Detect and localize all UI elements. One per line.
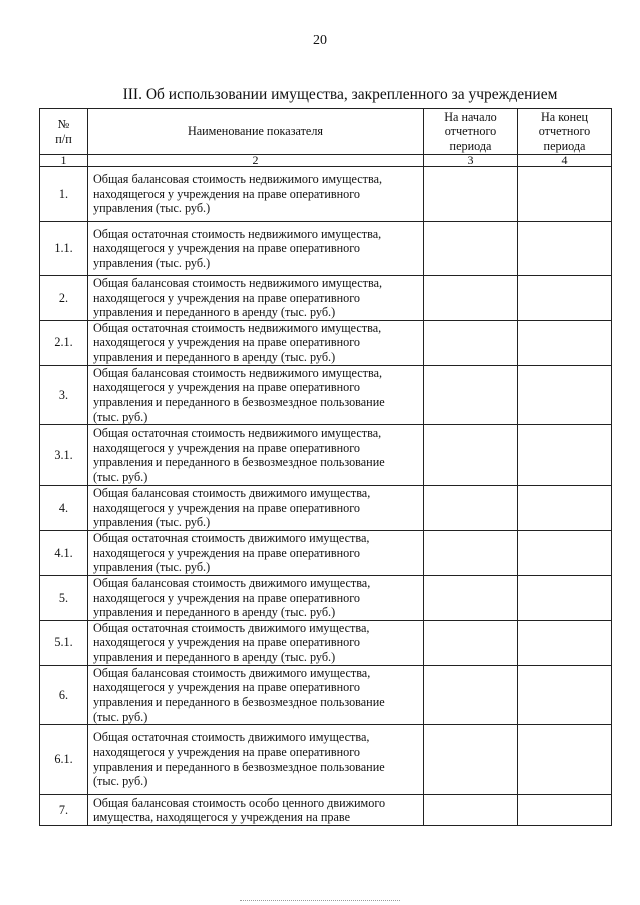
indicator-line: находящегося у учреждения на праве оперативного [93, 635, 361, 650]
row-number: 3.1. [40, 425, 88, 486]
indicator-line: Общая балансовая стоимость недвижимого имущества, [93, 276, 383, 290]
indicator-line: находящегося у учреждения на праве оперативного [93, 380, 361, 395]
column-index-row [40, 155, 612, 167]
row-indicator-name [88, 486, 424, 531]
indicator-line: управления (тыс. руб.) [93, 255, 211, 270]
value-period-start[interactable] [424, 620, 518, 665]
row-number: 3. [40, 365, 88, 424]
value-period-end[interactable] [518, 486, 612, 531]
indicator-line: находящегося у учреждения на праве оперативного [93, 440, 361, 455]
column-index: 2 [88, 155, 424, 167]
value-period-start[interactable] [424, 425, 518, 486]
page-number: 20 [313, 33, 327, 48]
value-period-start[interactable] [424, 276, 518, 321]
value-period-end[interactable] [518, 530, 612, 575]
indicator-line: (тыс. руб.) [93, 774, 148, 789]
value-period-end[interactable] [518, 795, 612, 826]
indicator-line: находящегося у учреждения на праве оперативного [93, 290, 361, 305]
indicator-line: (тыс. руб.) [93, 409, 148, 424]
indicator-line: управления и переданного в безвозмездное пользование [93, 394, 385, 409]
row-number: 7. [40, 795, 88, 826]
indicator-line: управления и переданного в аренду (тыс. руб.) [93, 305, 336, 320]
value-period-start[interactable] [424, 725, 518, 795]
indicator-line: управления и переданного в безвозмездное пользование [93, 759, 385, 774]
row-indicator-name [88, 425, 424, 486]
table-header-row [40, 109, 612, 155]
indicator-line: Общая остаточная стоимость недвижимого имущества, [93, 425, 382, 440]
value-period-start[interactable] [424, 222, 518, 276]
row-number: 6. [40, 665, 88, 724]
value-period-end[interactable] [518, 365, 612, 424]
table-row [40, 167, 612, 222]
header-period-start-line: периода [449, 138, 492, 153]
table-row [40, 530, 612, 575]
row-number: 5.1. [40, 620, 88, 665]
table-row [40, 665, 612, 724]
indicator-line: находящегося у учреждения на праве оперативного [93, 590, 361, 605]
table-row [40, 620, 612, 665]
table-row [40, 486, 612, 531]
row-number: 1. [40, 167, 88, 222]
table-row [40, 725, 612, 795]
indicator-line: находящегося у учреждения на праве оперативного [93, 500, 361, 515]
header-number-line: № [57, 116, 70, 131]
indicator-line: управления и переданного в безвозмездное пользование [93, 455, 385, 470]
header-period-start-line: На начало [444, 109, 497, 124]
row-indicator-name [88, 365, 424, 424]
value-period-end[interactable] [518, 222, 612, 276]
table-row [40, 575, 612, 620]
value-period-start[interactable] [424, 665, 518, 724]
value-period-end[interactable] [518, 167, 612, 222]
indicator-line: управления (тыс. руб.) [93, 201, 211, 216]
value-period-end[interactable] [518, 425, 612, 486]
header-period-end-line: отчетного [538, 124, 591, 139]
row-number: 2.1. [40, 320, 88, 365]
indicator-line: находящегося у учреждения на праве оперативного [93, 680, 361, 695]
value-period-start[interactable] [424, 365, 518, 424]
row-indicator-name [88, 320, 424, 365]
indicator-line: Общая остаточная стоимость движимого имущества, [93, 531, 370, 546]
value-period-start[interactable] [424, 530, 518, 575]
header-period-start-line: отчетного [444, 124, 497, 139]
value-period-end[interactable] [518, 320, 612, 365]
row-indicator-name [88, 665, 424, 724]
value-period-end[interactable] [518, 665, 612, 724]
value-period-end[interactable] [518, 725, 612, 795]
value-period-end[interactable] [518, 575, 612, 620]
row-number: 5. [40, 575, 88, 620]
row-indicator-name [88, 276, 424, 321]
indicator-line: управления и переданного в аренду (тыс. руб.) [93, 350, 336, 365]
property-usage-table [39, 108, 612, 826]
value-period-start[interactable] [424, 167, 518, 222]
header-period-start [424, 109, 518, 155]
row-number: 4.1. [40, 530, 88, 575]
header-number-line: п/п [55, 131, 72, 146]
indicator-line: Общая балансовая стоимость движимого имущества, [93, 665, 371, 680]
indicator-line: находящегося у учреждения на праве оперативного [93, 745, 361, 759]
section-title: III. Об использовании имущества, закрепленного за учреждением [122, 86, 558, 103]
indicator-line: управления (тыс. руб.) [93, 515, 211, 530]
indicator-line: управления (тыс. руб.) [93, 560, 211, 575]
row-number: 2. [40, 276, 88, 321]
indicator-line: Общая балансовая стоимость недвижимого имущества, [93, 365, 383, 380]
value-period-start[interactable] [424, 575, 518, 620]
indicator-line: Общая балансовая стоимость движимого имущества, [93, 575, 371, 590]
value-period-start[interactable] [424, 320, 518, 365]
column-index: 1 [40, 155, 88, 167]
row-number: 1.1. [40, 222, 88, 276]
indicator-line: имущества, находящегося у учреждения на праве [93, 810, 351, 825]
indicator-line: (тыс. руб.) [93, 709, 148, 724]
column-index: 4 [518, 155, 612, 167]
row-number: 4. [40, 486, 88, 531]
value-period-end[interactable] [518, 620, 612, 665]
indicator-line: находящегося у учреждения на праве оперативного [93, 335, 361, 350]
indicator-line: Общая балансовая стоимость особо ценного движимого [93, 795, 386, 810]
row-indicator-name [88, 725, 424, 795]
row-number: 6.1. [40, 725, 88, 795]
table-row [40, 365, 612, 424]
table-row [40, 222, 612, 276]
header-period-end-line: периода [543, 138, 586, 153]
table-row [40, 320, 612, 365]
indicator-line: Общая остаточная стоимость недвижимого имущества, [93, 320, 382, 335]
header-indicator-name: Наименование показателя [88, 109, 424, 155]
scan-edge-mark [240, 900, 400, 903]
indicator-line: Общая балансовая стоимость недвижимого имущества, [93, 172, 383, 187]
table-row [40, 276, 612, 321]
row-indicator-name [88, 795, 424, 826]
column-index: 3 [424, 155, 518, 167]
value-period-start[interactable] [424, 486, 518, 531]
value-period-end[interactable] [518, 276, 612, 321]
indicator-line: находящегося у учреждения на праве оперативного [93, 186, 361, 201]
row-indicator-name [88, 530, 424, 575]
value-period-start[interactable] [424, 795, 518, 826]
indicator-line: (тыс. руб.) [93, 469, 148, 484]
indicator-line: управления и переданного в аренду (тыс. руб.) [93, 650, 336, 665]
table-row [40, 425, 612, 486]
header-period-end [518, 109, 612, 155]
indicator-line: Общая балансовая стоимость движимого имущества, [93, 486, 371, 501]
row-indicator-name [88, 620, 424, 665]
indicator-line: Общая остаточная стоимость движимого имущества, [93, 730, 370, 745]
row-indicator-name [88, 167, 424, 222]
indicator-line: управления и переданного в безвозмездное пользование [93, 694, 385, 709]
row-indicator-name [88, 575, 424, 620]
table-row [40, 795, 612, 826]
row-indicator-name [88, 222, 424, 276]
indicator-line: Общая остаточная стоимость недвижимого имущества, [93, 226, 382, 241]
indicator-line: находящегося у учреждения на праве оперативного [93, 545, 361, 560]
table-body [40, 167, 612, 826]
indicator-line: находящегося у учреждения на праве оперативного [93, 241, 361, 256]
header-number [40, 109, 88, 155]
header-period-end-line: На конец [540, 109, 589, 124]
indicator-line: Общая остаточная стоимость движимого имущества, [93, 620, 370, 635]
indicator-line: управления и переданного в аренду (тыс. руб.) [93, 605, 336, 620]
